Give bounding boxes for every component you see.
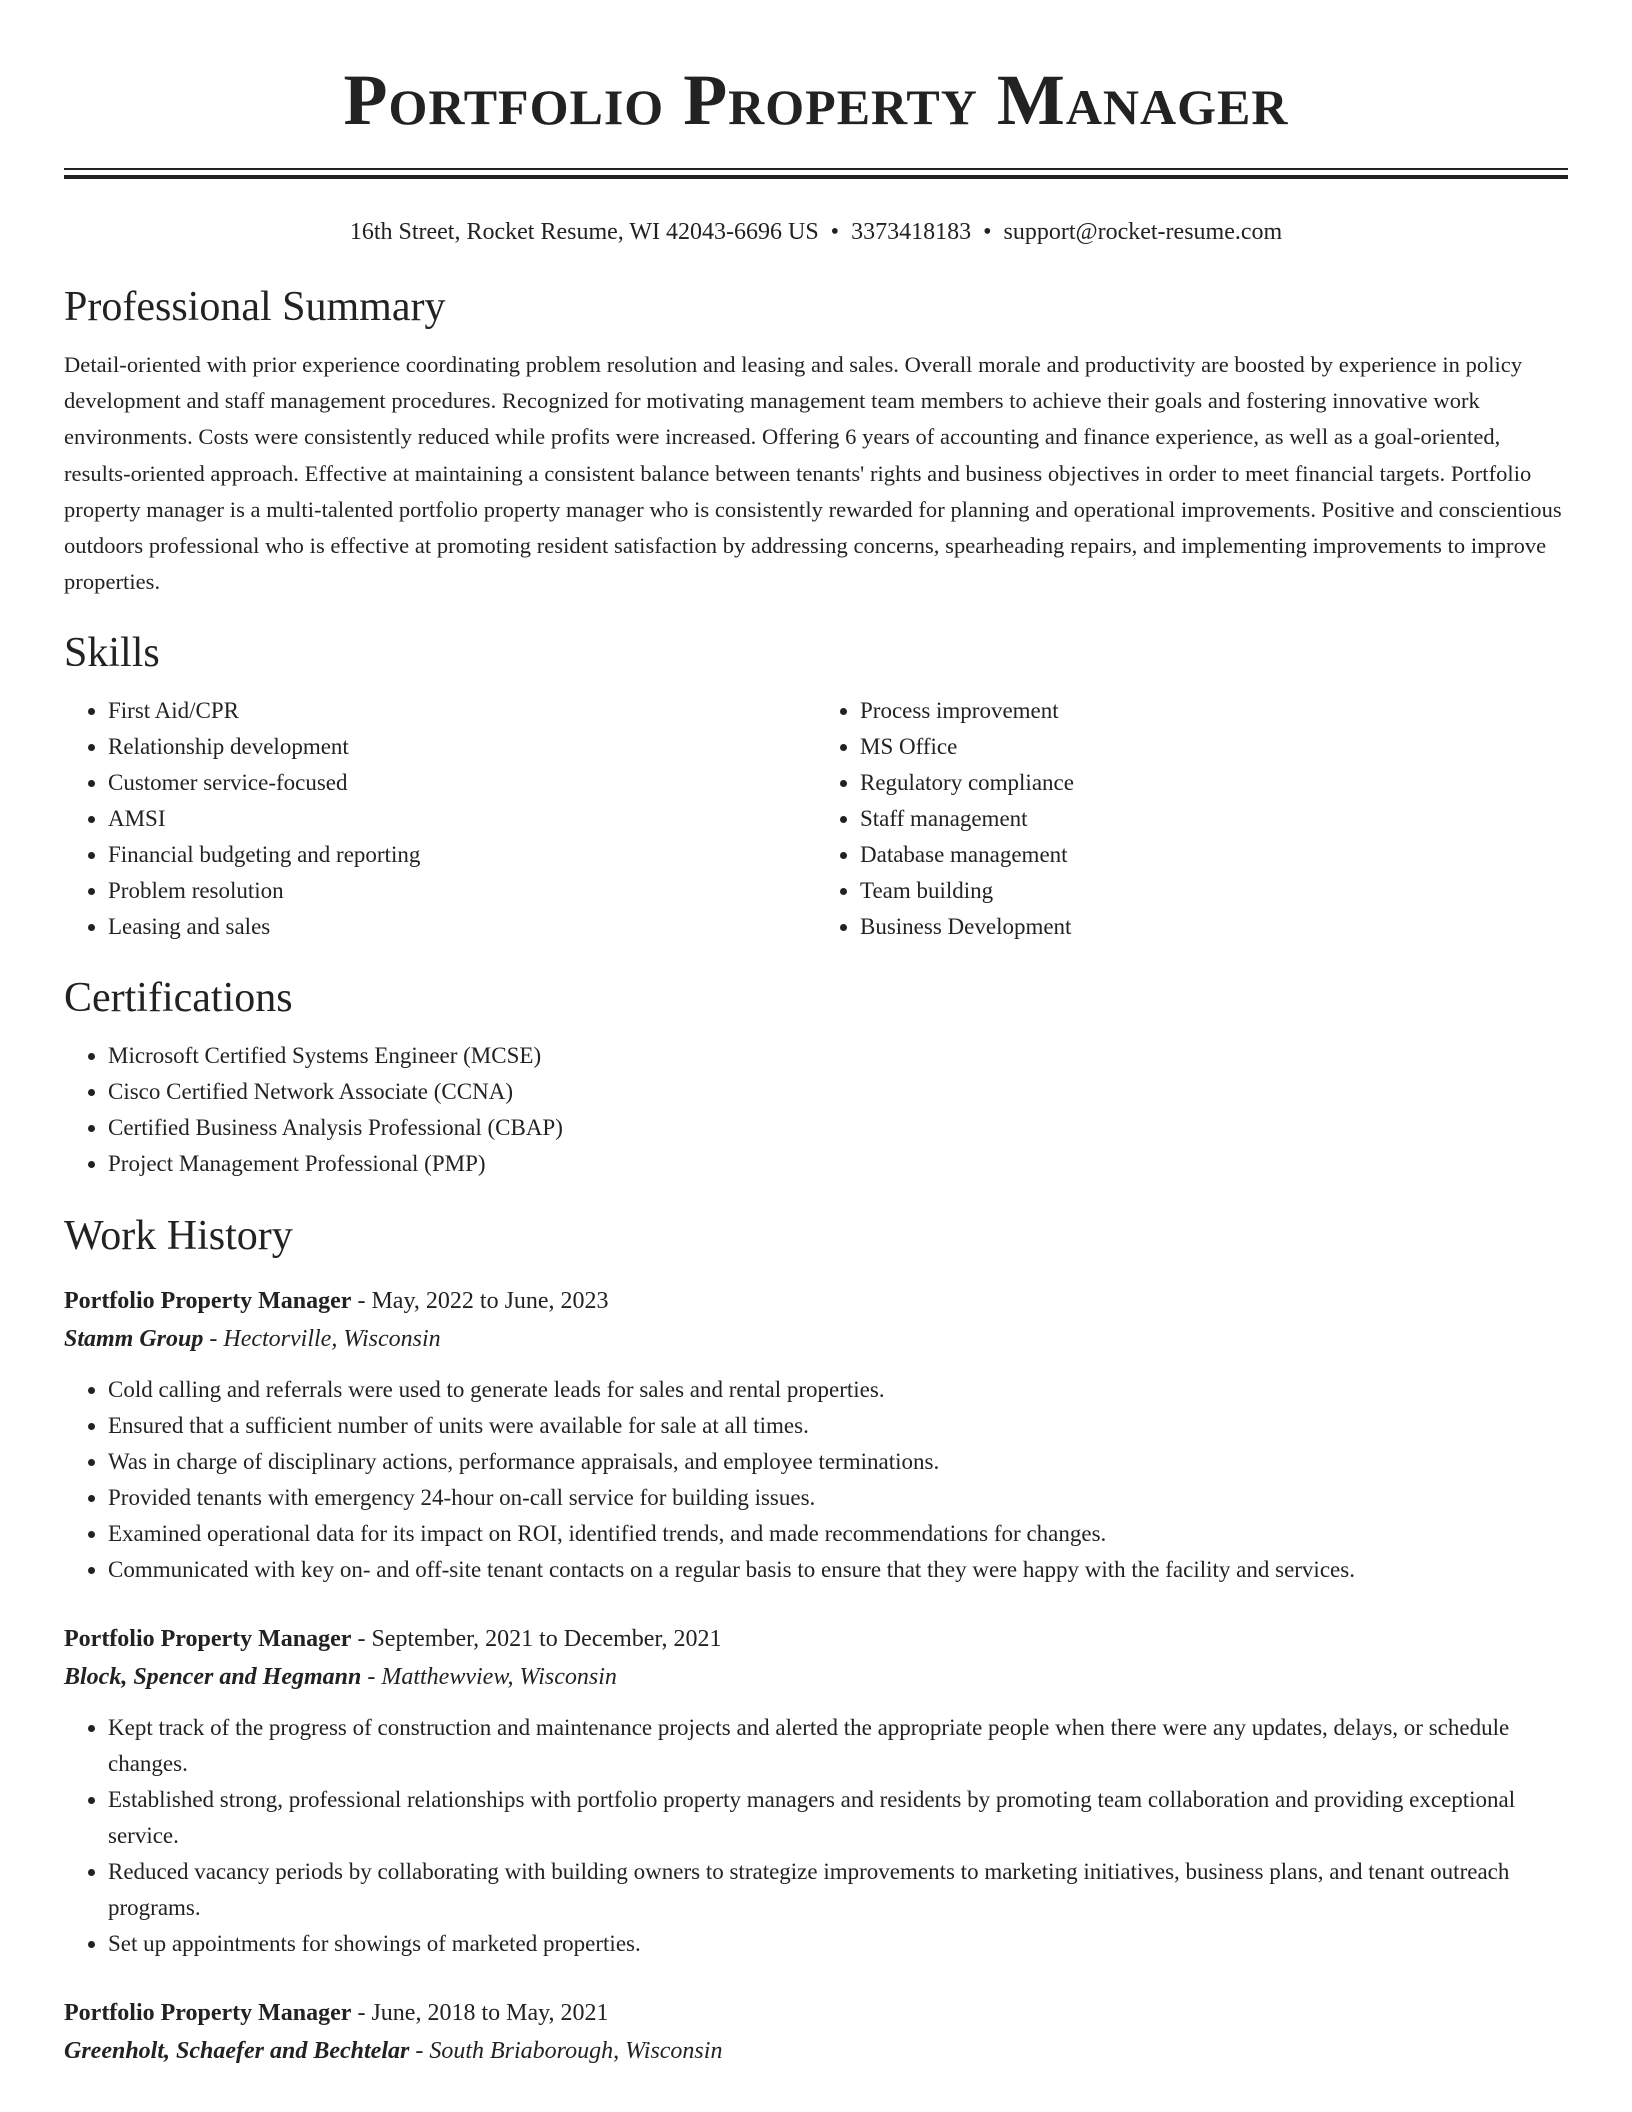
job-entry <box>64 1994 1568 2070</box>
contact-separator: • <box>983 219 992 245</box>
contact-line <box>64 215 1568 249</box>
work-history-heading: Work History <box>64 1213 293 1260</box>
skill-item: • Process improvement <box>860 693 1568 729</box>
job-entry <box>64 1620 1568 1962</box>
job-bullets <box>64 1372 1568 1588</box>
contact-separator: • <box>830 219 840 245</box>
skills-left-list <box>64 693 816 945</box>
certification-item: • Project Management Professional (PMP) <box>108 1146 1568 1182</box>
job-company-line <box>64 1658 1568 1696</box>
job-location: - Hectorville, Wisconsin <box>203 1326 441 1353</box>
job-bullet: • Established strong, professional relationships with portfolio property managers and residents by promoting team collaboration and providing exceptional service. <box>108 1782 1568 1854</box>
job-bullet: • Kept track of the progress of construction and maintenance projects and alerted the appropriate people when there were any updates, delays, or schedule changes. <box>108 1710 1568 1782</box>
job-dates: - September, 2021 to December, 2021 <box>351 1626 722 1653</box>
skill-item: • Leasing and sales <box>108 909 816 945</box>
resume-page <box>64 0 1568 2070</box>
skill-item: • Relationship development <box>108 729 816 765</box>
job-title: Portfolio Property Manager <box>64 1288 352 1315</box>
skill-item: • Financial budgeting and reporting <box>108 837 816 873</box>
contact-email: support@rocket-resume.com <box>1003 219 1283 245</box>
resume-name: Portfolio Property Manager <box>343 60 1289 140</box>
job-bullets <box>64 1710 1568 1962</box>
summary-text: Detail-oriented with prior experience coordinating problem resolution and leasing and sales. Overall morale and productivity are boosted by experience in policy development and staff management procedures. Recognized for motivating management team members to achieve their goals and fostering innovative work environments. Costs were consistently reduced while profits were increased. Offering 6 years of accounting and finance experience, as well as a goal-oriented, results-oriented approach. Effective at maintaining a consistent balance between tenants' rights and business objectives in order to meet financial targets. Portfolio property manager is a multi-talented portfolio property manager who is consistently rewarded for planning and operational improvements. Positive and conscientious outdoors professional who is effective at promoting resident satisfaction by addressing concerns, spearheading repairs, and implementing improvements to improve properties. <box>64 352 1562 595</box>
certifications-heading: Certifications <box>64 975 293 1022</box>
contact-address: 16th Street, Rocket Resume, WI 42043-6696 US <box>349 219 819 245</box>
certification-item: • Microsoft Certified Systems Engineer (MCSE) <box>108 1038 1568 1074</box>
skills-heading: Skills <box>64 630 160 677</box>
job-company: Stamm Group <box>64 1326 204 1353</box>
job-location: - South Briaborough, Wisconsin <box>409 2038 723 2065</box>
skills-columns <box>64 693 1568 945</box>
job-title-line <box>64 1282 1568 1320</box>
job-entry <box>64 1282 1568 1588</box>
skill-item: • AMSI <box>108 801 816 837</box>
skill-item: • MS Office <box>860 729 1568 765</box>
job-title: Portfolio Property Manager <box>64 2000 352 2027</box>
job-title-line <box>64 1620 1568 1658</box>
contact-phone: 3373418183 <box>851 219 972 245</box>
certifications-list <box>64 1038 1568 1182</box>
job-bullet: • Ensured that a sufficient number of units were available for sale at all times. <box>108 1408 1568 1444</box>
skill-item: • Problem resolution <box>108 873 816 909</box>
job-bullet: • Was in charge of disciplinary actions, performance appraisals, and employee terminations. <box>108 1444 1568 1480</box>
job-company-line <box>64 2032 1568 2070</box>
header-rule-thick <box>64 175 1568 179</box>
skill-item: • Staff management <box>860 801 1568 837</box>
job-dates: - June, 2018 to May, 2021 <box>351 2000 609 2027</box>
job-bullet: • Communicated with key on- and off-site tenant contacts on a regular basis to ensure that they were happy with the facility and services. <box>108 1552 1568 1588</box>
skill-item: • Business Development <box>860 909 1568 945</box>
skill-item: • Regulatory compliance <box>860 765 1568 801</box>
skill-item: • First Aid/CPR <box>108 693 816 729</box>
skill-item: • Team building <box>860 873 1568 909</box>
job-company-line <box>64 1320 1568 1358</box>
job-title: Portfolio Property Manager <box>64 1626 352 1653</box>
job-company: Greenholt, Schaefer and Bechtelar <box>64 2038 410 2065</box>
skill-item: • Database management <box>860 837 1568 873</box>
job-bullet: • Examined operational data for its impact on ROI, identified trends, and made recommendations for changes. <box>108 1516 1568 1552</box>
job-bullet: • Provided tenants with emergency 24-hour on-call service for building issues. <box>108 1480 1568 1516</box>
job-bullet: • Set up appointments for showings of marketed properties. <box>108 1926 1568 1962</box>
job-dates: - May, 2022 to June, 2023 <box>351 1288 609 1315</box>
skill-item: • Customer service-focused <box>108 765 816 801</box>
summary-heading: Professional Summary <box>64 284 446 330</box>
skills-right-list <box>816 693 1568 945</box>
job-company: Block, Spencer and Hegmann <box>64 1664 362 1691</box>
job-title-line <box>64 1994 1568 2032</box>
job-bullet: • Reduced vacancy periods by collaborating with building owners to strategize improvements to marketing initiatives, business plans, and tenant outreach programs. <box>108 1854 1568 1926</box>
job-location: - Matthewview, Wisconsin <box>361 1664 617 1691</box>
certification-item: • Certified Business Analysis Professional (CBAP) <box>108 1110 1568 1146</box>
header-rule-thin <box>64 168 1568 170</box>
certification-item: • Cisco Certified Network Associate (CCNA) <box>108 1074 1568 1110</box>
job-bullet: • Cold calling and referrals were used to generate leads for sales and rental properties. <box>108 1372 1568 1408</box>
